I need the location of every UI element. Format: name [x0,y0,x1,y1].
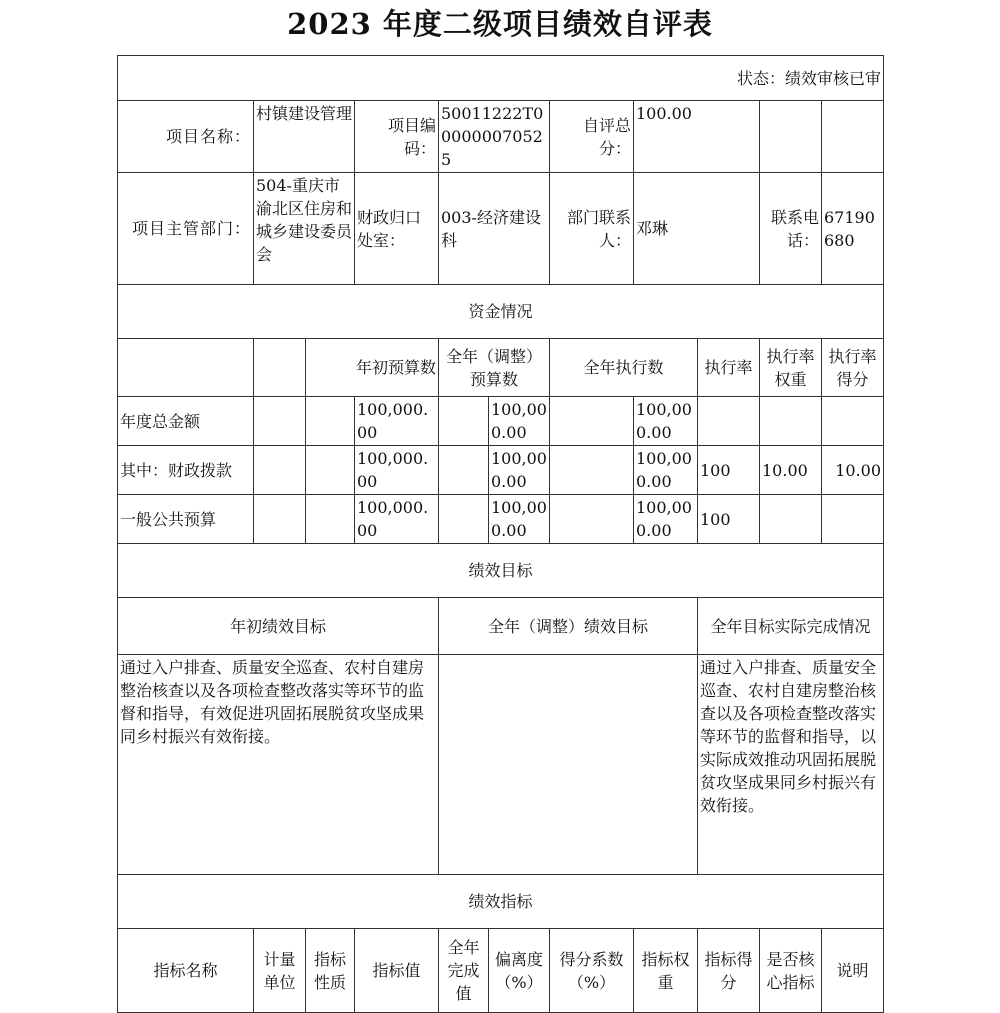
fund-initial-value: 100,000.00 [355,446,439,495]
fund-row [118,397,884,446]
fund-weight-value [760,495,822,544]
empty-cell [254,339,306,397]
status-text: 状态：绩效审核已审 [118,56,884,101]
fund-executed-value: 100,000.00 [634,495,698,544]
funds-section-title: 资金情况 [118,285,884,339]
project-name-value: 村镇建设管理 [254,101,355,173]
indicator-header-score: 指标得分 [698,929,760,1013]
goal-adjusted-text [439,655,698,875]
fund-score-value: 10.00 [822,446,884,495]
fund-rate-value: 100 [698,495,760,544]
funds-header-score: 执行率得分 [822,339,884,397]
goals-section-title: 绩效目标 [118,544,884,598]
fund-weight-value: 10.00 [760,446,822,495]
fund-row-label: 一般公共预算 [118,495,254,544]
empty-cell [822,101,884,173]
indicator-header-coefficient: 得分系数（%） [550,929,634,1013]
evaluation-table [117,55,884,1013]
fund-row [118,495,884,544]
funds-header-initial: 年初预算数 [306,339,439,397]
dept-value: 504-重庆市渝北区住房和城乡建设委员会 [254,173,355,285]
fund-weight-value [760,397,822,446]
fund-adjusted-value: 100,000.00 [489,446,550,495]
empty-cell [118,339,254,397]
fund-rate-value: 100 [698,446,760,495]
empty-cell [550,495,634,544]
empty-cell [550,446,634,495]
empty-cell [254,397,306,446]
goal-initial-text: 通过入户排查、质量安全巡查、农村自建房整治核查以及各项检查整改落实等环节的监督和指导，有效促进巩固拓展脱贫攻坚成果同乡村振兴有效衔接。 [118,655,439,875]
fund-executed-value: 100,000.00 [634,446,698,495]
phone-label: 联系电话： [760,173,822,285]
dept-label: 项目主管部门： [118,173,254,285]
goals-header-actual: 全年目标实际完成情况 [698,598,884,655]
empty-cell [306,397,355,446]
fund-adjusted-value: 100,000.00 [489,397,550,446]
empty-cell [439,446,489,495]
project-name-label: 项目名称： [118,101,254,173]
indicator-header-value: 指标值 [355,929,439,1013]
empty-cell [254,446,306,495]
fund-adjusted-value: 100,000.00 [489,495,550,544]
empty-cell [306,495,355,544]
finance-label: 财政归口处室： [355,173,439,285]
indicator-header-notes: 说明 [822,929,884,1013]
fund-score-value [822,397,884,446]
empty-cell [254,495,306,544]
funds-header-rate: 执行率 [698,339,760,397]
fund-executed-value: 100,000.00 [634,397,698,446]
contact-label: 部门联系人： [550,173,634,285]
fund-row-label: 年度总金额 [118,397,254,446]
empty-cell [306,446,355,495]
phone-value: 67190680 [822,173,884,285]
page-title: 2023 年度二级项目绩效自评表 [287,7,713,41]
fund-initial-value: 100,000.00 [355,495,439,544]
indicators-section-title: 绩效指标 [118,875,884,929]
goals-header-adjusted: 全年（调整）绩效目标 [439,598,698,655]
funds-header-weight: 执行率权重 [760,339,822,397]
goal-actual-text: 通过入户排查、质量安全巡查、农村自建房整治核查以及各项检查整改落实等环节的监督和指导，以实际成效推动巩固拓展脱贫攻坚成果同乡村振兴有效衔接。 [698,655,884,875]
self-score-label: 自评总分： [550,101,634,173]
project-code-label: 项目编码： [355,101,439,173]
indicator-header-weight: 指标权重 [634,929,698,1013]
fund-row [118,446,884,495]
empty-cell [439,495,489,544]
project-code-value: 50011222T000000070525 [439,101,550,173]
funds-header-executed: 全年执行数 [550,339,698,397]
indicator-header-nature: 指标性质 [306,929,355,1013]
self-score-value: 100.00 [634,101,760,173]
fund-rate-value [698,397,760,446]
finance-value: 003-经济建设科 [439,173,550,285]
indicator-header-completed: 全年完成值 [439,929,489,1013]
empty-cell [760,101,822,173]
indicator-header-unit: 计量单位 [254,929,306,1013]
indicator-header-deviation: 偏离度（%） [489,929,550,1013]
indicator-header-name: 指标名称 [118,929,254,1013]
fund-score-value [822,495,884,544]
funds-header-adjusted: 全年（调整）预算数 [439,339,550,397]
empty-cell [550,397,634,446]
indicator-header-core: 是否核心指标 [760,929,822,1013]
empty-cell [439,397,489,446]
fund-initial-value: 100,000.00 [355,397,439,446]
goals-header-initial: 年初绩效目标 [118,598,439,655]
fund-row-label: 其中：财政拨款 [118,446,254,495]
contact-value: 邓琳 [634,173,760,285]
